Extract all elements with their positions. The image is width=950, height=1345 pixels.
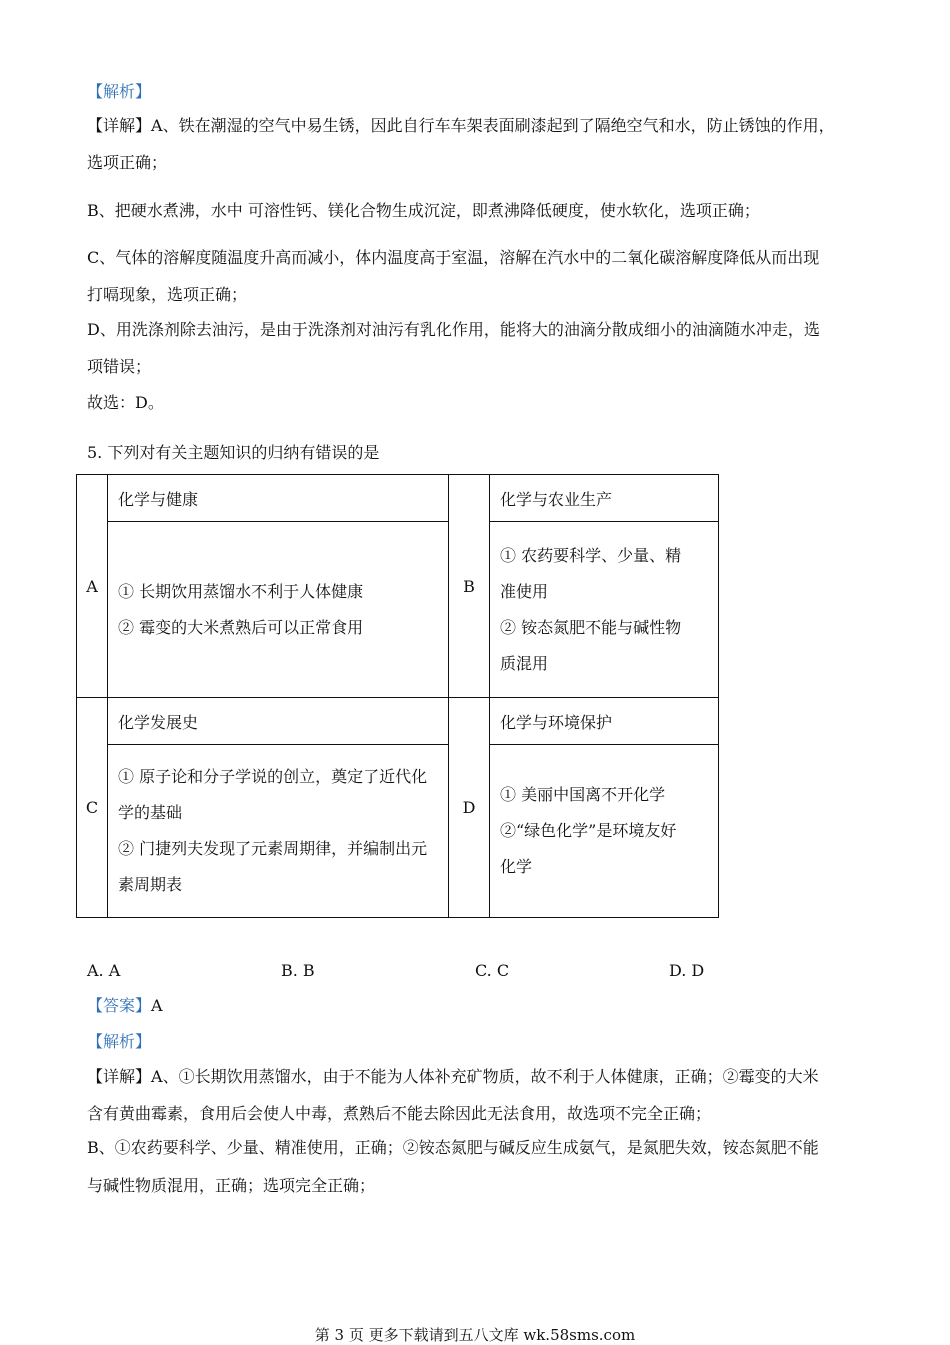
- row-label-c: C: [77, 698, 108, 918]
- cell-b-line1: ① 农药要科学、少量、精: [500, 545, 682, 565]
- option-c[interactable]: C. C: [475, 961, 510, 980]
- cell-c-line2: 学的基础: [118, 803, 183, 822]
- detail-c-line1: C、气体的溶解度随温度升高而减小，体内温度高于室温，溶解在汽水中的二氧化碳溶解度降低从而出现: [87, 248, 820, 267]
- cell-a: [108, 522, 449, 698]
- analysis-heading-q5: 【解析】: [87, 1032, 152, 1051]
- page-footer: 第 3 页 更多下载请到五八文库 wk.58sms.com: [314, 1326, 636, 1344]
- option-a[interactable]: A. A: [87, 961, 121, 980]
- header-d: 化学与环境保护: [490, 698, 719, 745]
- cell-a-line2: ② 霉变的大米煮熟后可以正常食用: [118, 617, 364, 637]
- q5-detail-a-line1: [87, 1067, 819, 1087]
- final-choice: 故选：D。: [87, 393, 164, 412]
- answer-line: [87, 996, 163, 1016]
- answer-value: A: [151, 996, 163, 1015]
- header-a: 化学与健康: [108, 475, 449, 522]
- cell-d-line1: ① 美丽中国离不开化学: [500, 785, 666, 804]
- option-d[interactable]: D. D: [669, 961, 705, 980]
- cell-c-line1: ① 原子论和分子学说的创立，奠定了近代化: [118, 767, 428, 786]
- q5-detail-b-line1: B、①农药要科学、少量、精准使用，正确；②铵态氮肥与碱反应生成氨气，是氮肥失效，铵态氮肥不能: [87, 1138, 819, 1157]
- question-stem: 5. 下列对有关主题知识的归纳有错误的是: [87, 443, 380, 462]
- cell-b-line2: 准使用: [500, 581, 549, 601]
- q5-detail-b-line2: 与碱性物质混用，正确；选项完全正确；: [87, 1176, 376, 1195]
- detail-label: 【详解】: [87, 116, 152, 135]
- detail-a-line2: 选项正确；: [87, 153, 168, 172]
- cell-d-line2: ②“绿色化学”是环境友好: [500, 821, 677, 840]
- q5-detail-a-text: A、①长期饮用蒸馏水，由于不能为人体补充矿物质，故不利于人体健康，正确；②霉变的大米: [151, 1067, 819, 1086]
- cell-c-line4: 素周期表: [118, 875, 183, 894]
- cell-c-line3: ② 门捷列夫发现了元素周期律，并编制出元: [118, 839, 428, 858]
- detail-b-line1: B、把硬水煮沸，水中 可溶性钙、镁化合物生成沉淀，即煮沸降低硬度，使水软化，选项正确；: [87, 201, 760, 220]
- cell-d: [490, 745, 719, 918]
- row-label-d: D: [449, 698, 490, 918]
- cell-d-line3: 化学: [500, 857, 533, 876]
- summary-table: [76, 474, 719, 918]
- detail-d-line2: 项错误；: [87, 357, 152, 376]
- header-c: 化学发展史: [108, 698, 449, 745]
- detail-a-line1: [87, 116, 835, 136]
- header-b: 化学与农业生产: [490, 475, 719, 522]
- answer-label: 【答案】: [87, 996, 152, 1015]
- cell-c: [108, 745, 449, 918]
- detail-a-text: A、铁在潮湿的空气中易生锈，因此自行车车架表面刷漆起到了隔绝空气和水，防止锈蚀的作用，: [151, 116, 835, 135]
- cell-a-line1: ① 长期饮用蒸馏水不利于人体健康: [118, 581, 364, 601]
- row-label-b: B: [449, 475, 490, 698]
- cell-b-line3: ② 铵态氮肥不能与碱性物: [500, 617, 682, 637]
- cell-b: [490, 522, 719, 698]
- detail-c-line2: 打嗝现象，选项正确；: [87, 285, 248, 304]
- cell-b-line4: 质混用: [500, 653, 549, 673]
- detail-d-line1: D、用洗涤剂除去油污，是由于洗涤剂对油污有乳化作用，能将大的油滴分散成细小的油滴随水冲走，选: [87, 320, 820, 339]
- analysis-heading: 【解析】: [87, 82, 152, 101]
- option-b[interactable]: B. B: [281, 961, 315, 980]
- q5-detail-a-line2: 含有黄曲霉素，食用后会使人中毒，煮熟后不能去除因此无法食用，故选项不完全正确；: [87, 1104, 712, 1123]
- row-label-a: A: [77, 475, 108, 698]
- q5-detail-label: 【详解】: [87, 1067, 152, 1086]
